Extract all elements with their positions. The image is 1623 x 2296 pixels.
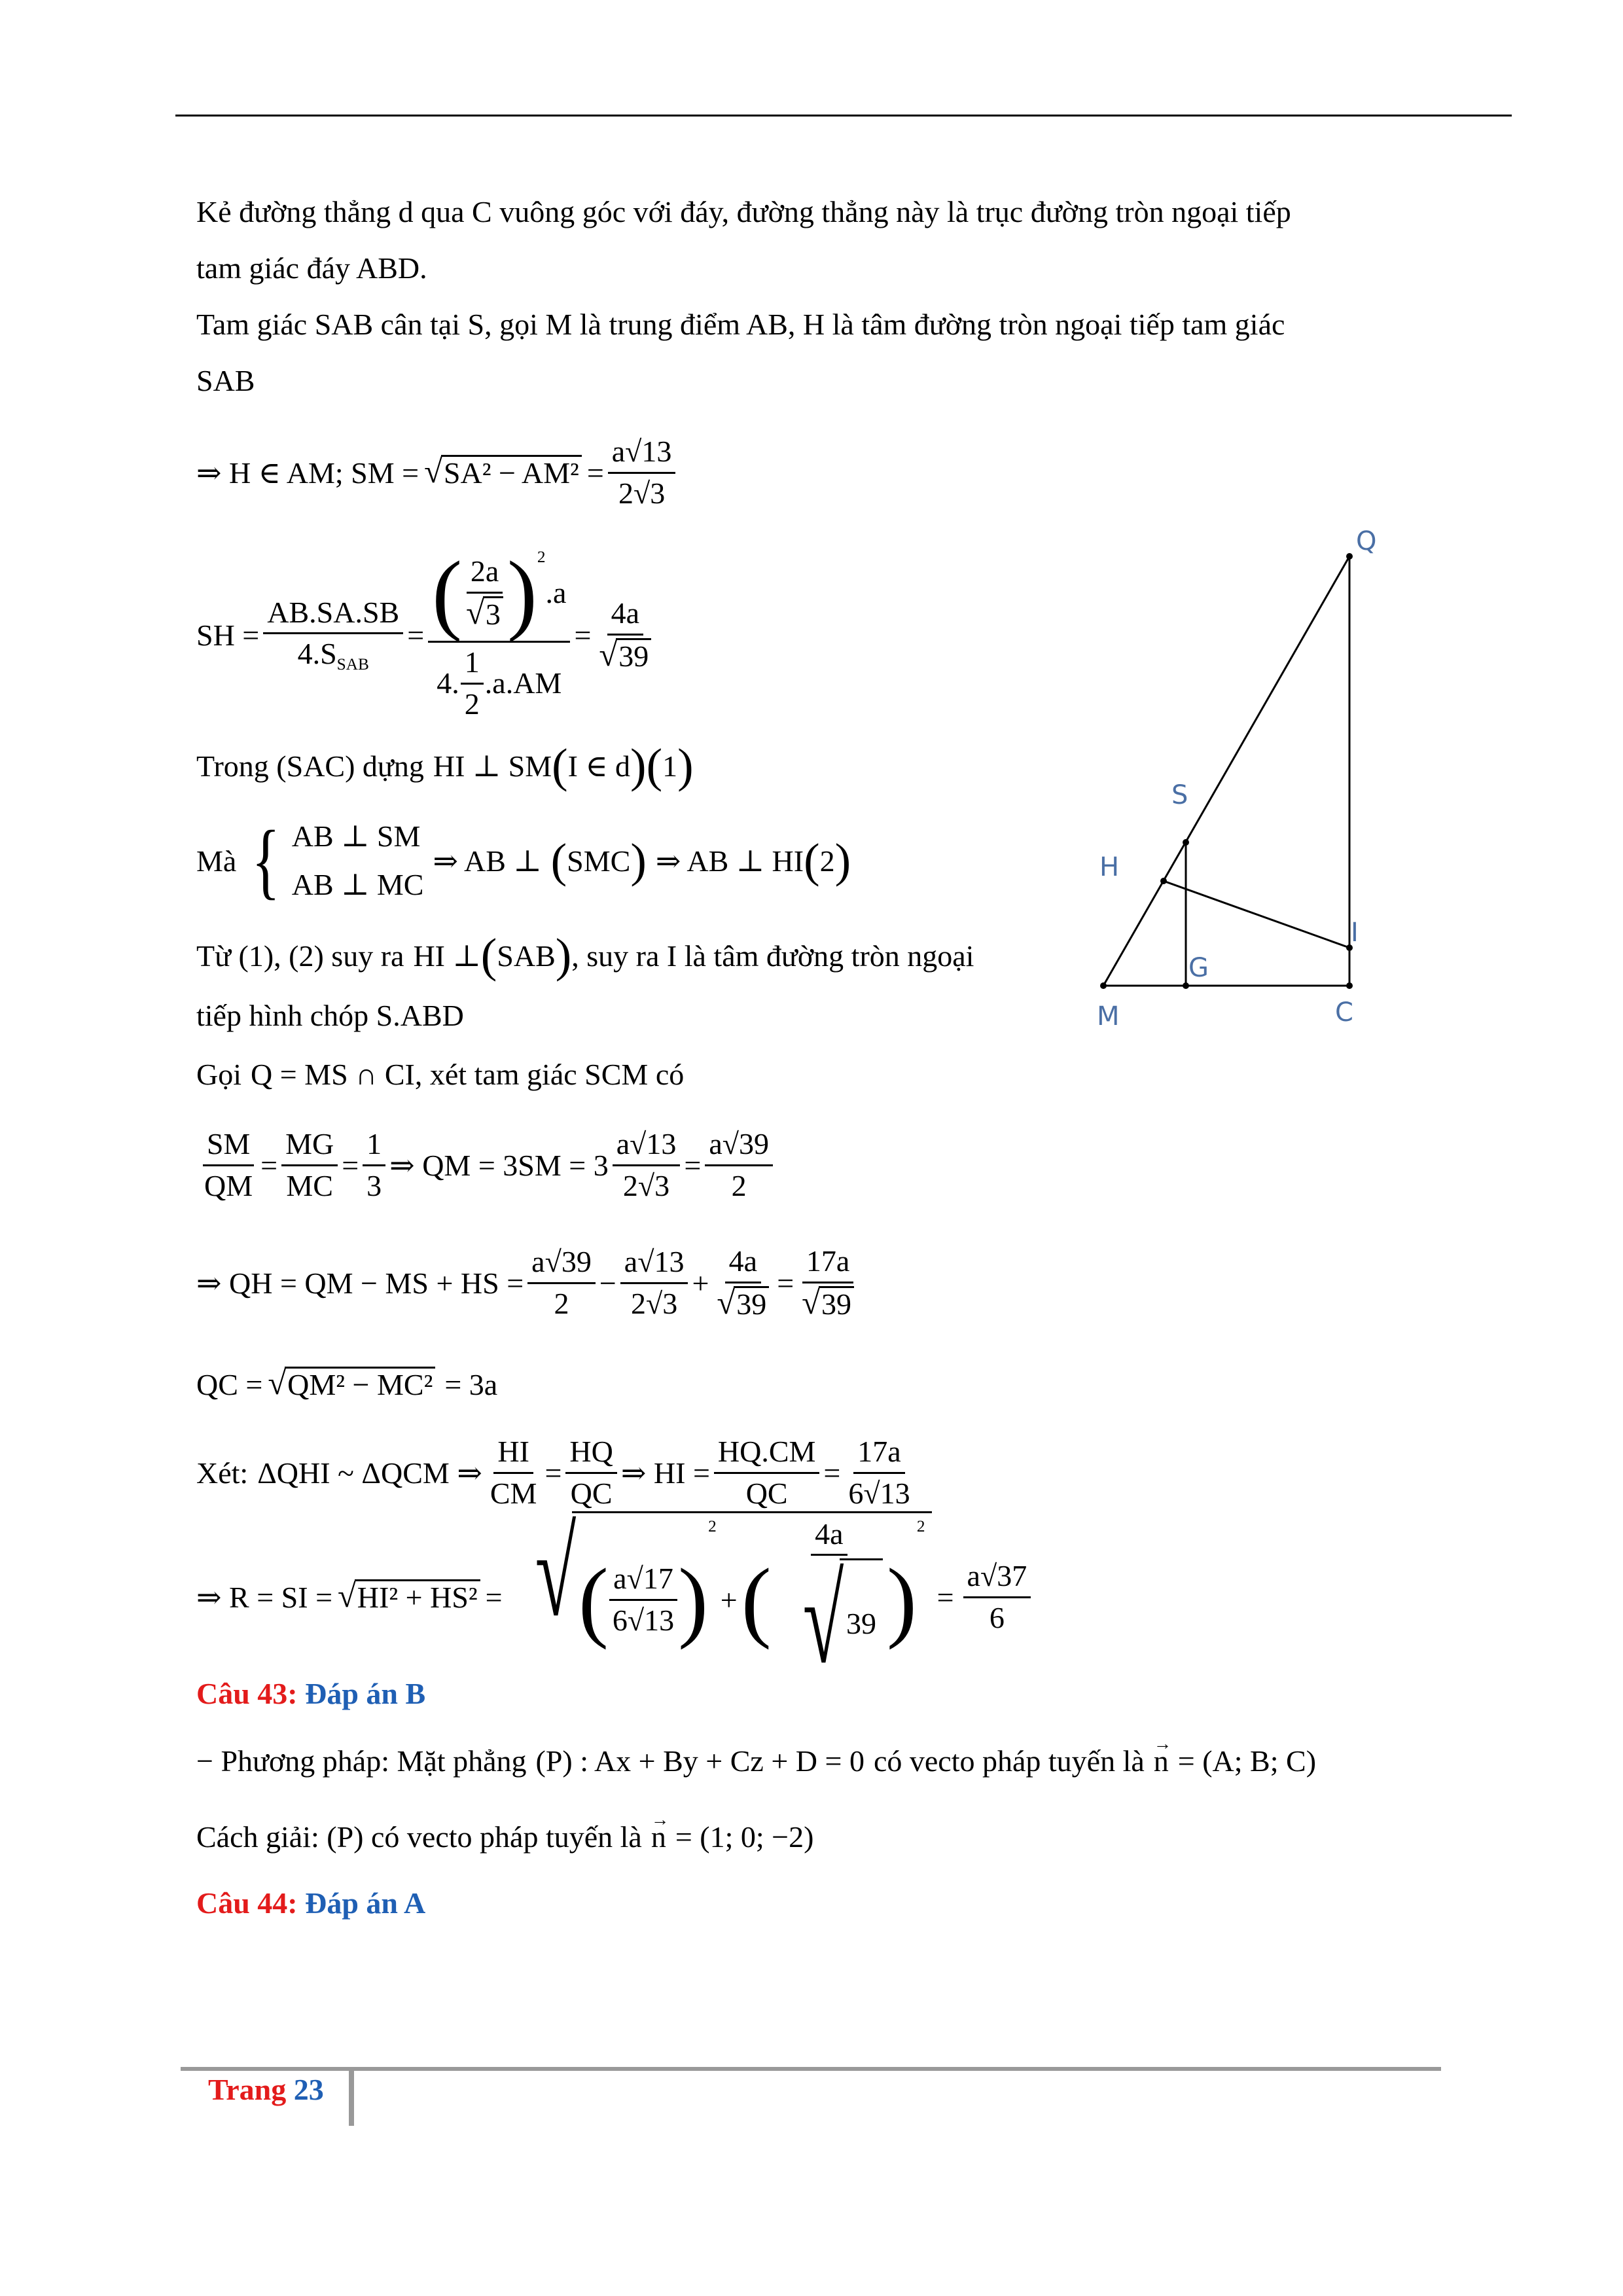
header-rule [175, 115, 1512, 117]
label-c: C [1335, 997, 1353, 1028]
segment-hi [1164, 881, 1349, 948]
paragraph-line: Tam giác SAB cân tại S, gọi M là trung điểm AB, H là tâm đường tròn ngoại tiếp tam giác [196, 308, 1285, 341]
segment-mq [1103, 556, 1349, 986]
formula-radius: ⇒ R = SI = √ HI² + HS² = √ ( $\frac{a√17}{6√13}$ ) 2 + ( 4a √ 39 ) 2 = $\frac{a√37}{6}$ [196, 1532, 1035, 1662]
method-line: − Phương pháp: Mặt phẳng (P) : Ax + By + Cz + D = 0 có vecto pháp tuyến là → n = (A; B; C) [196, 1734, 1316, 1787]
label-g: G [1188, 953, 1209, 983]
label-q: Q [1356, 526, 1377, 556]
question-44-heading: Câu 44: Đáp án A [196, 1886, 426, 1920]
formula-similar: Xét: ΔQHI ~ ΔQCM ⇒ $\frac{HI}{CM}$ = $\frac{HQ}{QC}$ ⇒ HI = $\frac{HQ.CM}{QC}$ = $\frac{17a}{6√13}$ [196, 1434, 910, 1510]
point-c [1346, 982, 1353, 989]
solution-line: Cách giải: (P) có vecto pháp tuyến là → n = (1; 0; −2) [196, 1810, 813, 1863]
geometry-figure [1073, 511, 1440, 1060]
paragraph-line: Kẻ đường thẳng d qua C vuông góc với đáy, đường thẳng này là trục đường tròn ngoại tiếp [196, 195, 1291, 228]
formula-sh: SH = $\frac{AB.SA.SB}{4.S_{SAB}}$ = ( 2a √ 3 ) $^2$ .a 4. $\frac{1}{2}$ .a.AM = 4a √ 39 [196, 543, 659, 726]
page-number: Trang 23 [208, 2073, 324, 2106]
point-q [1346, 553, 1353, 560]
label-h: H [1099, 852, 1120, 882]
formula-tu: Từ (1), (2) suy ra HI ⊥ ( SAB ) , suy ra I là tâm đường tròn ngoại [196, 928, 974, 982]
formula-hi-perp: Trong (SAC) dựng HI ⊥ SM ( I ∈ d ) ( 1 ) [196, 738, 694, 793]
question-43-heading: Câu 43: Đáp án B [196, 1677, 426, 1710]
formula-system: Mà { AB ⊥ SM AB ⊥ MC ⇒ AB ⊥ ( SMC ) ⇒ AB ⊥ HI ( 2 ) [196, 814, 851, 908]
label-m: M [1097, 1001, 1120, 1031]
point-g [1183, 982, 1189, 989]
label-s: S [1171, 780, 1188, 810]
point-s [1183, 839, 1189, 846]
paragraph-line: tiếp hình chóp S.ABD [196, 999, 464, 1032]
formula-qh: ⇒ QH = QM − MS + HS = $\frac{a√39}{2}$ − $\frac{a√13}{2√3}$ + 4a √ 39 = 17a √ 39 [196, 1237, 862, 1329]
formula-q-def: Gọi Q = MS ∩ CI , xét tam giác SCM có [196, 1057, 685, 1091]
point-m [1100, 982, 1107, 989]
footer-divider [349, 2070, 354, 2126]
footer-rule [181, 2067, 1441, 2071]
formula-qc: QC = √ QM² − MC² = 3a [196, 1365, 498, 1402]
formula-ratio: $\frac{SM}{QM}$ = $\frac{MG}{MC}$ = $\frac{1}{3}$ ⇒ QM = 3SM = 3 $\frac{a√13}{2√3}$ = $\frac{a√39}{2}$ [196, 1119, 777, 1211]
label-i: I [1351, 918, 1359, 948]
paragraph-line: tam giác đáy ABD. [196, 251, 427, 285]
point-h [1160, 878, 1167, 884]
paragraph-line: SAB [196, 364, 255, 397]
formula-sm: ⇒ H ∈ AM; SM = √ SA² − AM² = $\frac{a√13}{2√3}$ [196, 427, 679, 518]
